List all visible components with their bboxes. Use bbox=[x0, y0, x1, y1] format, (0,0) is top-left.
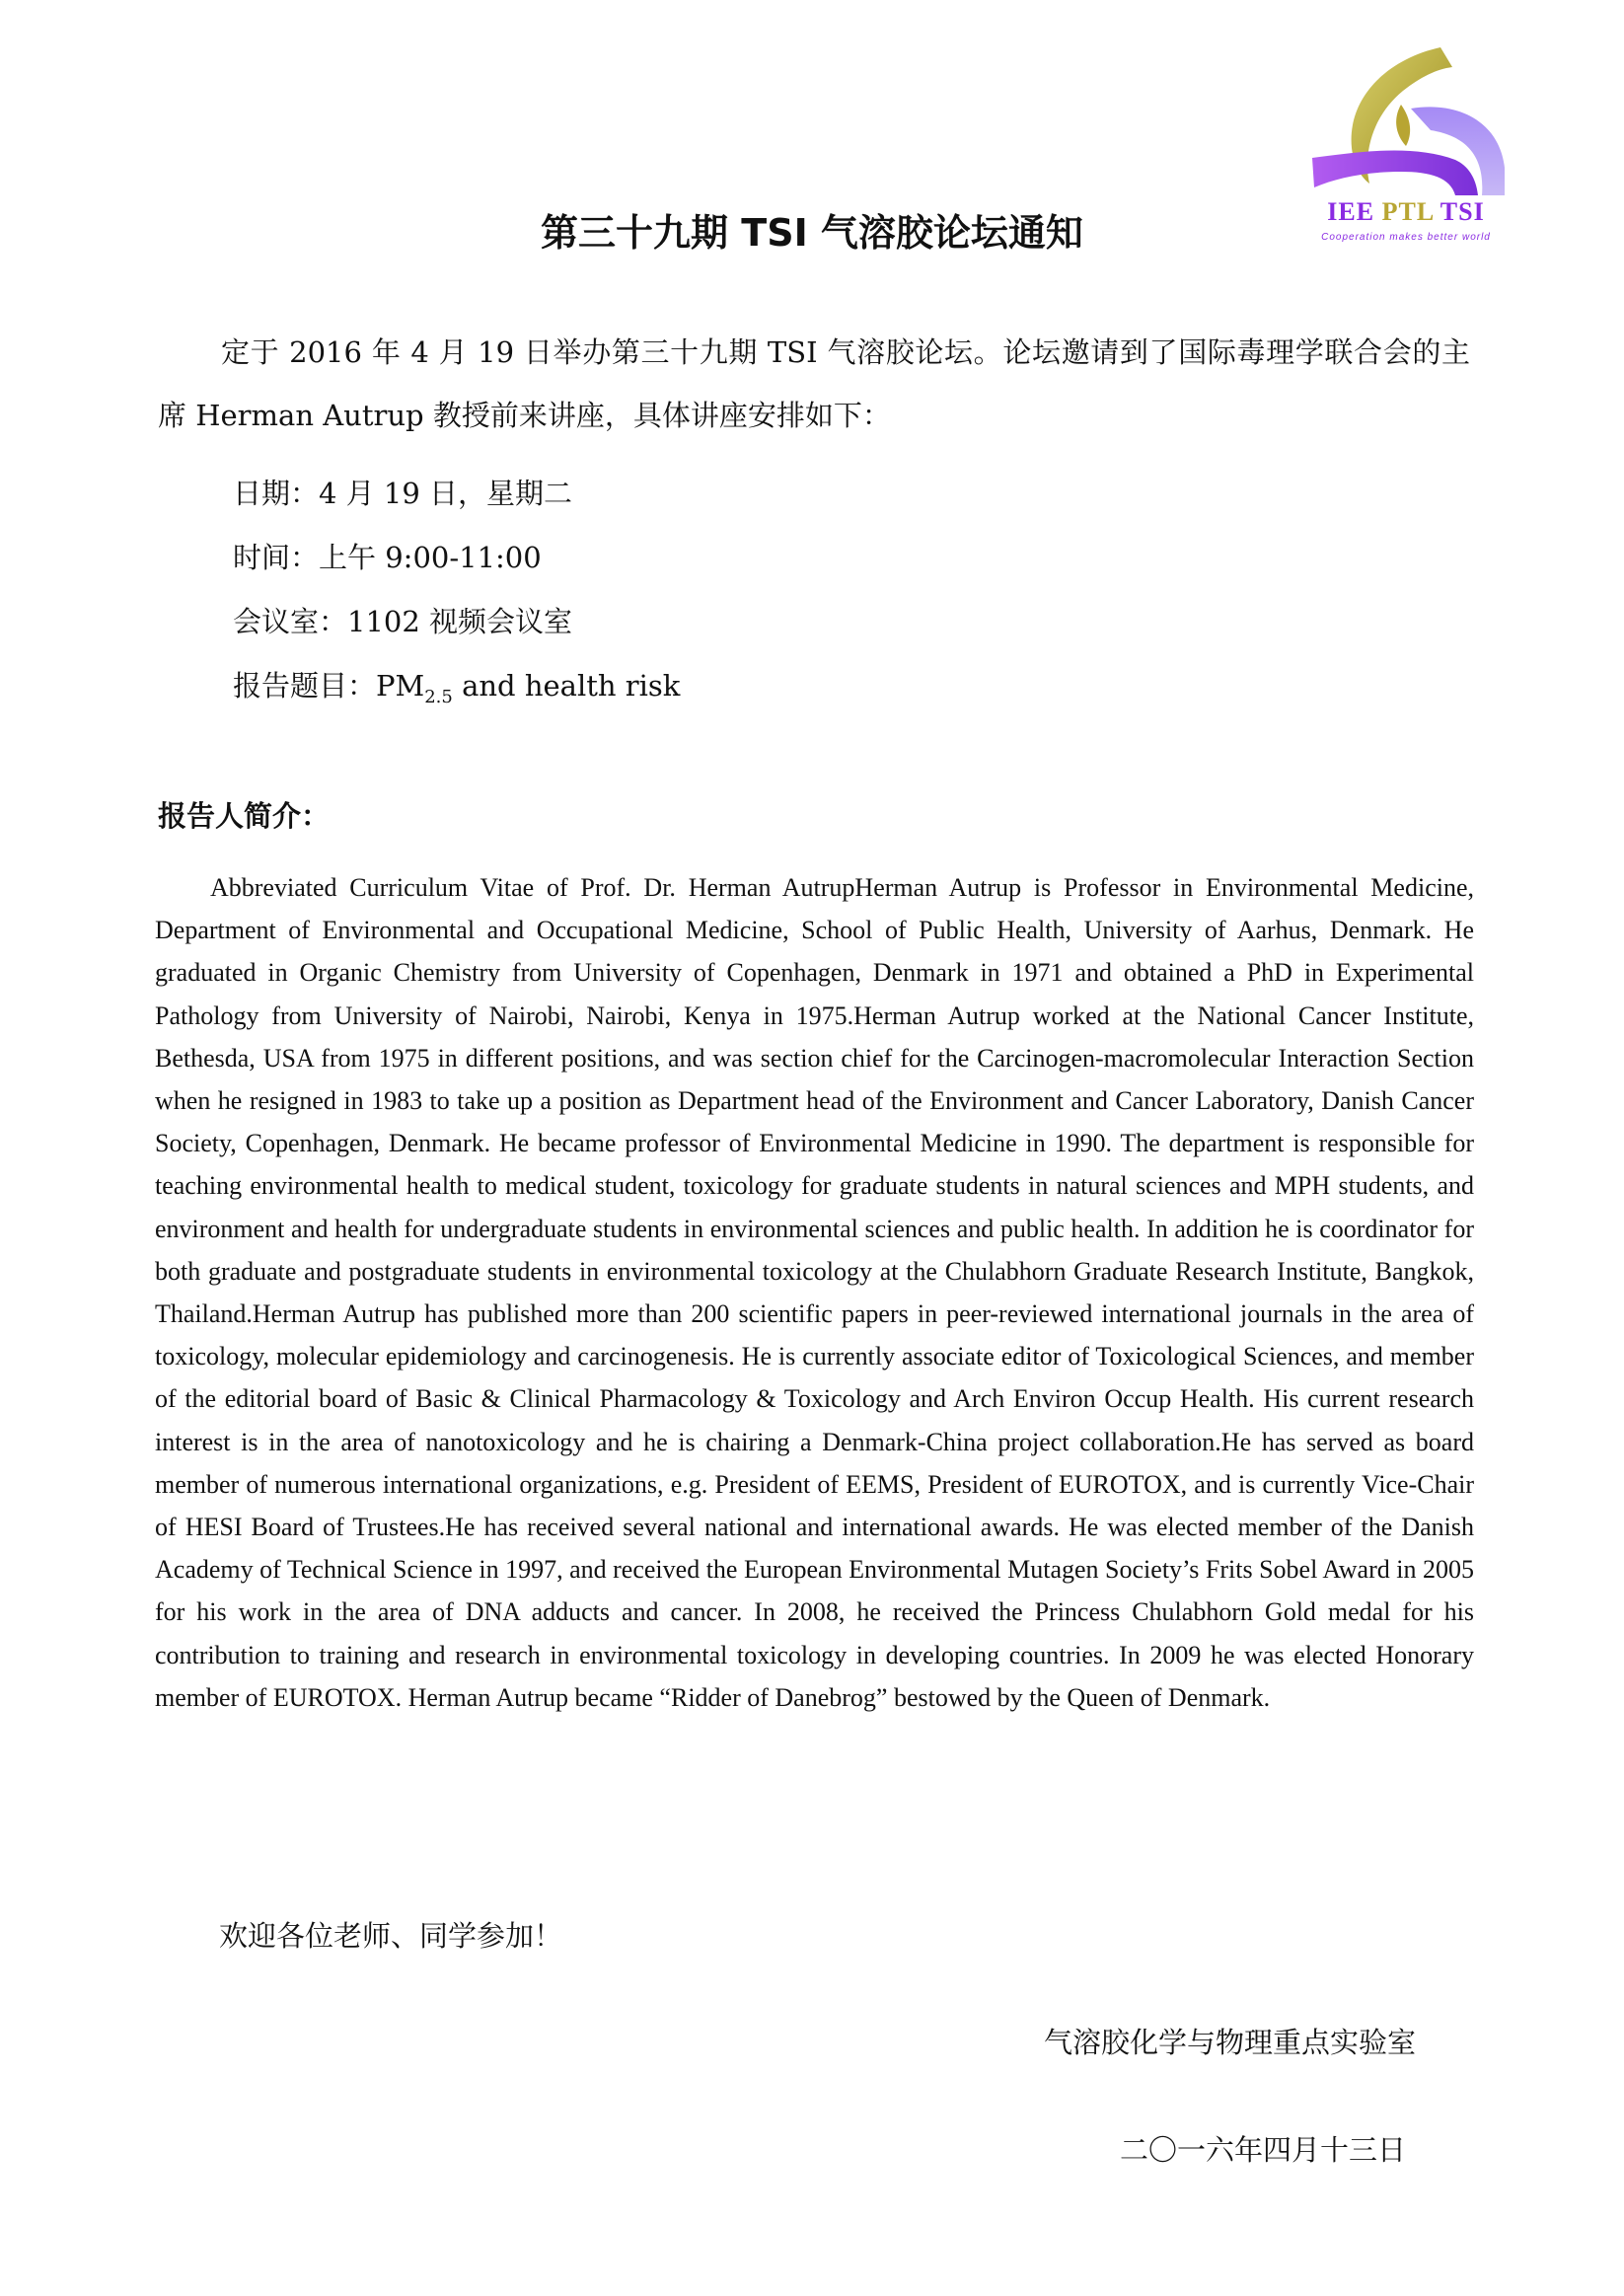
signature-lab: 气溶胶化学与物理重点实验室 bbox=[1044, 2026, 1417, 2059]
event-date: 日期：4 月 19 日，星期二 bbox=[233, 477, 573, 510]
topic-suffix: and health risk bbox=[452, 669, 681, 703]
event-room: 会议室：1102 视频会议室 bbox=[233, 605, 573, 638]
intro-paragraph: 定于 2016 年 4 月 19 日举办第三十九期 TSI 气溶胶论坛。论坛邀请到了国际毒理学联合会的主席 Herman Autrup 教授前来讲座，具体讲座安排如下： bbox=[158, 335, 1470, 432]
topic-subscript: 2.5 bbox=[424, 686, 453, 707]
speaker-bio: Abbreviated Curriculum Vitae of Prof. Dr. Herman AutrupHerman Autrup is Professor in Environmental Medicine, Department of Environmental and Occupational Medicine, School of Public Health, University of Aarhus, Denmark. He graduated in Organic Chemistry from University of Copenhagen, Denmark in 1971 and obtained a PhD in Experimental Pathology from University of Nairobi, Nairobi, Kenya in 1975.Herman Autrup worked at the National Cancer Institute, Bethesda, USA from 1975 in different positions, and was section chief for the Carcinogen-macromolecular Interaction Section when he resigned in 1983 to take up a position as Department head of the Environment and Cancer Laboratory, Danish Cancer Society, Copenhagen, Denmark. He became professor of Environmental Medicine in 1990. The department is responsible for teaching environmental health to medical student, toxicology for graduate students in natural sciences and MPH students, and environment and health for undergraduate students in environmental sciences and public health. In addition he is coordinator for both graduate and postgraduate students in environmental toxicology at the Chulabhorn Graduate Research Institute, Bangkok, Thailand.Herman Autrup has published more than 200 scientific papers in peer-reviewed international journals in the area of toxicology, molecular epidemiology and carcinogenesis. He is currently associate editor of Toxicological Sciences, and member of the editorial board of Basic & Clinical Pharmacology & Toxicology and Arch Environ Occup Health. His current research interest is in the area of nanotoxicology and he is chairing a Denmark-China project collaboration.He has served as board member of numerous international organizations, e.g. President of EEMS, President of EUROTOX, and is currently Vice-Chair of HESI Board of Trustees.He has received several national and international awards. He was elected member of the Danish Academy of Technical Science in 1997, and received the European Environmental Mutagen Society’s Frits Sobel Award in 2005 for his work in the area of DNA adducts and cancer. In 2008, he received the Princess Chulabhorn Gold medal for his contribution to training and research in environmental toxicology in developing countries. In 2009 he was elected Honorary member of EUROTOX. Herman Autrup became “Ridder of Danebrog” bestowed by the Queen of Denmark. bbox=[155, 873, 1474, 1712]
logo-swirl-icon bbox=[1292, 39, 1519, 197]
topic-prefix: 报告题目：PM bbox=[233, 669, 425, 703]
event-topic bbox=[233, 654, 1219, 718]
notice-date: 二〇一六年四月十三日 bbox=[1120, 2133, 1407, 2167]
document-title: 第三十九期 TSI 气溶胶论坛通知 bbox=[541, 211, 1083, 255]
event-time: 时间：上午 9:00-11:00 bbox=[233, 541, 542, 574]
logo-text-tsi: TSI bbox=[1439, 197, 1485, 226]
logo-text-ptl: PTL bbox=[1381, 197, 1434, 226]
welcome-text: 欢迎各位老师、同学参加！ bbox=[219, 1919, 563, 1953]
speaker-heading: 报告人简介： bbox=[158, 799, 331, 833]
logo-text-iee: IEE bbox=[1327, 197, 1375, 226]
event-details bbox=[233, 462, 1219, 718]
logo-slogan: Cooperation makes better world bbox=[1321, 232, 1491, 243]
